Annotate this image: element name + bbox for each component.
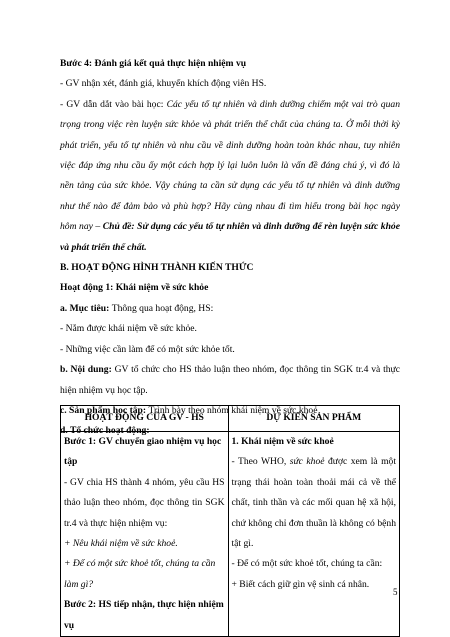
task-question: + Nêu khái niệm về sức khoẻ.: [64, 538, 178, 550]
product-label: c. Sản phẩm học tập:: [60, 404, 149, 416]
who-definition: [232, 452, 397, 554]
who-definition-suffix: được xem là một trạng thái hoàn toàn thoải mái cả về thể chất, tinh thần và các mối quan hệ xã hội, chứ không chỉ đơn thuần là không có bệnh tật gì.: [231, 456, 396, 550]
lesson-intro-prefix: - GV dẫn dắt vào bài học:: [60, 98, 167, 110]
objective-item: - Những việc cần làm để có một sức khỏe tốt.: [60, 343, 235, 355]
who-definition-prefix: - Theo WHO,: [231, 456, 290, 468]
lesson-intro-italic: Các yếu tố tự nhiên và dinh dưỡng chiếm một vai trò quan trọng trong việc rèn luyện sức khỏe và phát triển thể chất của chúng ta. Ở mỗi thời kỳ phát triển, yếu tố tự nhiên và nhu cầu về dinh dưỡng hoàn toàn khác nhau, tuy nhiên việc đáp ứng nhu cầu ấy một cách hợp lý lại luôn luôn là vấn đề đáng chú ý, vì đó là nền tảng của sức khỏe. Vậy chúng ta cần sử dụng các yếu tố tự nhiên và dinh dưỡng như thế nào để đảm bảo và phù hợp? Hãy cùng nhau đi tìm hiểu trong bài học ngày hôm nay –: [60, 98, 400, 233]
step4-heading: Bước 4: Đánh giá kết quả thực hiện nhiệm vụ: [60, 58, 247, 69]
objective-item: - Nắm được khái niệm về sức khỏe.: [60, 323, 197, 335]
task-question: + Để có một sức khoẻ tốt, chúng ta cần làm gì?: [64, 558, 216, 590]
objective-label: a. Mục tiêu:: [60, 302, 112, 314]
teacher-feedback-line: - GV nhận xét, đánh giá, khuyến khích động viên HS.: [60, 78, 267, 90]
content-label: b. Nội dung:: [60, 364, 115, 376]
task-description: - GV chia HS thành 4 nhóm, yêu cầu HS thảo luận theo nhóm, đọc thông tin SGK tr.4 và thực hiện nhiệm vụ:: [64, 476, 225, 529]
lesson-topic: Chủ đề: Sử dụng các yếu tố tự nhiên và dinh dưỡng để rèn luyện sức khỏe và phát triển thể chất.: [60, 221, 400, 253]
organization-heading: d. Tổ chức hoạt động:: [60, 425, 150, 437]
objective-text: Thông qua hoạt động, HS:: [111, 302, 214, 314]
content-line: [60, 360, 400, 401]
table-row: [61, 432, 400, 637]
step1-heading: Bước 1: GV chuyển giao nhiệm vụ học tập: [64, 436, 222, 468]
header-expected-product: DỰ KIẾN SẢN PHẨM: [228, 406, 400, 432]
step2-heading: Bước 2: HS tiếp nhận, thực hiện nhiệm vụ: [64, 599, 224, 631]
good-health-intro: - Để có một sức khoẻ tốt, chúng ta cần:: [231, 558, 383, 570]
header-teacher-student: HOẠT ĐỘNG CỦA GV - HS: [61, 406, 229, 432]
page-number: 5: [393, 587, 398, 597]
section-b-heading: B. HOẠT ĐỘNG HÌNH THÀNH KIẾN THỨC: [60, 262, 254, 274]
lesson-intro-paragraph: [60, 95, 400, 258]
activity-table: [60, 405, 400, 637]
good-health-item: + Biết cách giữ gìn vệ sinh cá nhân.: [231, 578, 370, 590]
teacher-activity-cell: [61, 432, 229, 637]
table-header-row: [61, 406, 400, 432]
objective-line: [60, 299, 400, 319]
content-text: GV tổ chức cho HS thảo luận theo nhóm, đọc thông tin SGK tr.4 và thực hiện nhiệm vụ học tập.: [60, 364, 400, 396]
expected-product-cell: [228, 432, 400, 637]
product-title: 1. Khái niệm về sức khoẻ: [231, 436, 334, 447]
who-definition-term: sức khoẻ: [289, 456, 325, 468]
product-text: Trình bày theo nhóm khái niệm về sức khoẻ: [148, 404, 318, 416]
document-body: [60, 54, 400, 442]
activity1-heading: Hoạt động 1: Khái niệm về sức khỏe: [60, 282, 209, 294]
